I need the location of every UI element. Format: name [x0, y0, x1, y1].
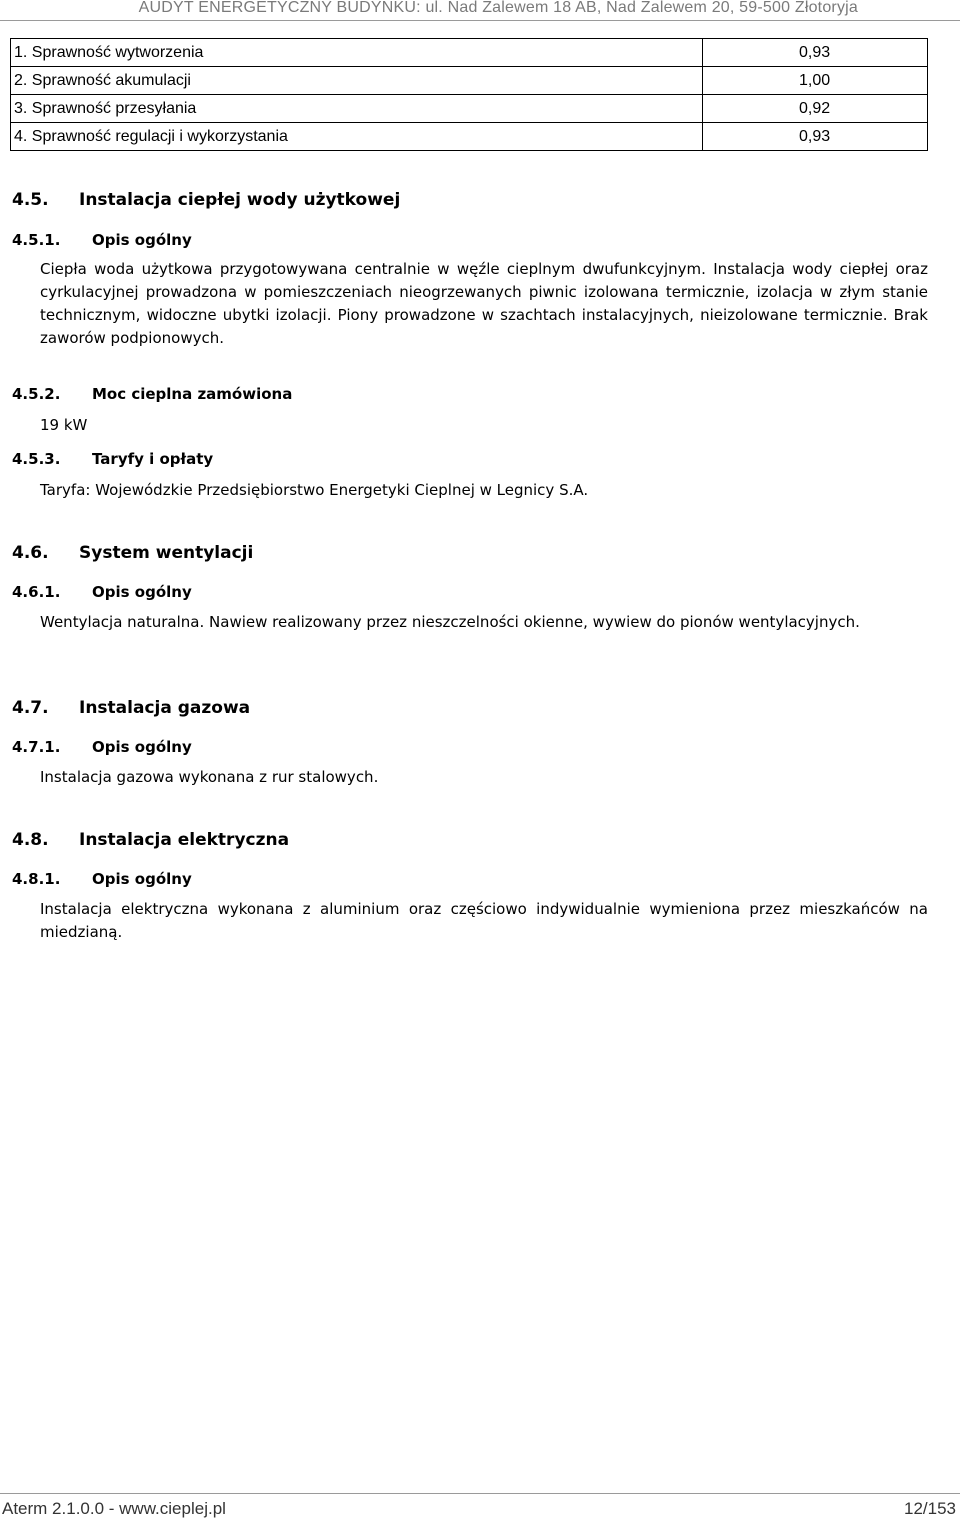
table-row — [11, 95, 928, 123]
row-value: 0,92 — [703, 95, 928, 123]
subsection-title: Opis ogólny — [92, 583, 192, 601]
row-value: 0,93 — [703, 39, 928, 67]
paragraph: Instalacja gazowa wykonana z rur stalowych. — [40, 768, 379, 786]
page-number: 12/153 — [904, 1499, 956, 1518]
subsection-title: Opis ogólny — [92, 231, 192, 249]
paragraph: 19 kW — [40, 416, 88, 434]
table-row — [11, 123, 928, 151]
subsection-number: 4.7.1. — [12, 738, 61, 756]
row-value: 0,93 — [703, 123, 928, 151]
paragraph: Taryfa: Wojewódzkie Przedsiębiorstwo Energetyki Cieplnej w Legnicy S.A. — [40, 481, 589, 499]
subsection-title: Opis ogólny — [92, 738, 192, 756]
row-label: 1. Sprawność wytworzenia — [11, 39, 703, 67]
table-row — [11, 67, 928, 95]
row-label: 2. Sprawność akumulacji — [11, 67, 703, 95]
section-number: 4.7. — [12, 698, 49, 718]
header-text: AUDYT ENERGETYCZNY BUDYNKU: ul. Nad Zalewem 18 AB, Nad Zalewem 20, 59-500 Złotoryja — [138, 0, 858, 16]
row-label: 4. Sprawność regulacji i wykorzystania — [11, 123, 703, 151]
section-title: Instalacja ciepłej wody użytkowej — [79, 190, 401, 210]
section-number: 4.6. — [12, 543, 49, 563]
subsection-title: Moc cieplna zamówiona — [92, 385, 293, 403]
subsection-title: Opis ogólny — [92, 870, 192, 888]
page-header — [0, 0, 960, 18]
section-number: 4.5. — [12, 190, 49, 210]
section-title: System wentylacji — [79, 543, 254, 563]
subsection-number: 4.5.3. — [12, 450, 61, 468]
subsection-number: 4.8.1. — [12, 870, 61, 888]
paragraph: Wentylacja naturalna. Nawiew realizowany przez nieszczelności okienne, wywiew do pionów wentylacyjnych. — [40, 613, 860, 631]
section-title: Instalacja elektryczna — [79, 830, 290, 850]
row-value: 1,00 — [703, 67, 928, 95]
subsection-number: 4.5.1. — [12, 231, 61, 249]
section-number: 4.8. — [12, 830, 49, 850]
paragraph: Instalacja elektryczna wykonana z aluminium oraz częściowo indywidualnie wymieniona przez mieszkańców na miedzianą. — [40, 900, 928, 941]
footer-divider — [0, 1493, 960, 1494]
table-row — [11, 39, 928, 67]
subsection-number: 4.6.1. — [12, 583, 61, 601]
subsection-number: 4.5.2. — [12, 385, 61, 403]
paragraph: Ciepła woda użytkowa przygotowywana centralnie w węźle cieplnym dwufunkcyjnym. Instalacja wody ciepłej oraz cyrkulacyjnej prowadzona w pomieszczeniach nieogrzewanych piwnic izolowana termicznie, izolacja w złym stanie technicznym, widoczne ubytki izolacji. Piony prowadzone w szachtach instalacyjnych, nieizolowane termicznie. Brak zaworów podpionowych. — [40, 260, 928, 347]
section-title: Instalacja gazowa — [79, 698, 251, 718]
footer-left-text: Aterm 2.1.0.0 - www.cieplej.pl — [2, 1499, 226, 1518]
efficiency-table — [10, 38, 928, 151]
subsection-title: Taryfy i opłaty — [92, 450, 214, 468]
row-label: 3. Sprawność przesyłania — [11, 95, 703, 123]
header-divider — [0, 20, 960, 21]
